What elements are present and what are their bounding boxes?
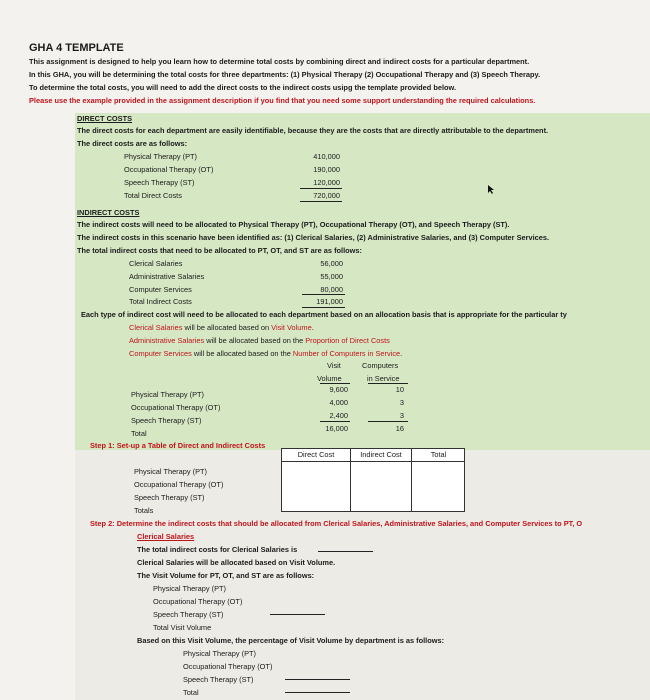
basis-clerical-mid: will be allocated based on: [182, 323, 272, 332]
volume-computers-pt: 10: [395, 385, 404, 394]
indirect-value-total: 191,000: [316, 297, 343, 306]
step1-col-divider-1: [350, 461, 351, 511]
indirect-total-rule: [302, 307, 345, 308]
computers-sum-rule: [368, 421, 408, 422]
step2-pct-st: Speech Therapy (ST): [183, 675, 254, 684]
step2-line-1: The total indirect costs for Clerical Salaries is: [137, 545, 298, 554]
direct-value-pt: 410,000: [313, 152, 340, 161]
step2-line-4: Based on this Visit Volume, the percentage of Visit Volume by department is as follows:: [137, 636, 445, 645]
volume-label-ot: Occupational Therapy (OT): [131, 403, 221, 412]
volume-label-st: Speech Therapy (ST): [131, 416, 202, 425]
step1-table: [281, 448, 465, 512]
basis-computer: [129, 349, 402, 358]
step1-col-divider-2: [411, 461, 412, 511]
basis-clerical-cost: Clerical Salaries: [129, 323, 183, 332]
indirect-sum-rule: [302, 294, 345, 295]
volume-computers-total: 16: [395, 424, 404, 433]
indirect-value-computer: 80,000: [320, 285, 343, 294]
intro-line-1: This assignment is designed to help you learn how to determine total costs by combining direct and indirect costs for a particular department.: [29, 57, 530, 66]
indirect-value-clerical: 56,000: [320, 259, 343, 268]
page-title: GHA 4 TEMPLATE: [29, 42, 124, 54]
volume-header-volume: Volume: [317, 374, 342, 383]
step2-vol-answer-line[interactable]: [270, 614, 325, 615]
direct-value-st: 120,000: [313, 178, 340, 187]
basis-admin-mid: will be allocated based on the: [204, 336, 306, 345]
basis-computer-cost: Computer Services: [129, 349, 192, 358]
direct-label-st: Speech Therapy (ST): [124, 178, 195, 187]
step2-pct-total: Total: [183, 688, 199, 697]
indirect-label-total: Total Indirect Costs: [129, 297, 192, 306]
basis-clerical-end: .: [311, 323, 314, 332]
indirect-costs-heading: INDIRECT COSTS: [77, 208, 140, 217]
volume-visits-ot: 4,000: [329, 398, 348, 407]
step1-header-indirect: Indirect Cost: [350, 449, 411, 462]
step2-vol-ot: Occupational Therapy (OT): [153, 597, 243, 606]
step1-row-pt: Physical Therapy (PT): [134, 467, 207, 476]
basis-computer-base: Number of Computers in Service: [292, 349, 401, 358]
step2-pct-total-line[interactable]: [285, 692, 350, 693]
step2-heading: Step 2: Determine the indirect costs that should be allocated from Clerical Salaries, Administrative Salaries, and Computer Services to PT, O: [90, 519, 583, 528]
indirect-line-3: The total indirect costs that need to be allocated to PT, OT, and ST are as follows:: [77, 246, 362, 255]
step1-row-st: Speech Therapy (ST): [134, 493, 205, 502]
volume-computers-ot: 3: [399, 398, 404, 407]
volume-computers-st: 3: [399, 411, 404, 420]
direct-line-1: The direct costs for each department are easily identifiable, because they are the costs that are directly attributable to the department.: [77, 126, 549, 135]
volume-visits-total: 16,000: [325, 424, 348, 433]
intro-line-2: In this GHA, you will be determining the total costs for three departments: (1) Physical Therapy (2) Occupational Therapy and (3) Speech Therapy.: [29, 70, 541, 79]
given-data-section: [75, 113, 650, 450]
step1-header-direct: Direct Cost: [282, 449, 350, 462]
basis-admin: [129, 336, 390, 345]
basis-clerical-base: Visit Volume: [271, 323, 312, 332]
indirect-label-clerical: Clerical Salaries: [129, 259, 183, 268]
step2-subheading: Clerical Salaries: [137, 532, 195, 541]
direct-value-ot: 190,000: [313, 165, 340, 174]
step2-pct-answer-line[interactable]: [285, 679, 350, 680]
basis-computer-end: .: [400, 349, 403, 358]
volume-label-total: Total: [131, 429, 147, 438]
allocation-basis-line: Each type of indirect cost will need to be allocated to each department based on an allocation basis that is appropriate for the particular ty: [81, 310, 567, 319]
indirect-line-2: The indirect costs in this scenario have been identified as: (1) Clerical Salaries, (2) Administrative Salaries, and (3) Computer Services.: [77, 233, 550, 242]
indirect-label-admin: Administrative Salaries: [129, 272, 205, 281]
step2-pct-pt: Physical Therapy (PT): [183, 649, 256, 658]
direct-label-ot: Occupational Therapy (OT): [124, 165, 214, 174]
basis-computer-mid: will be allocated based on the: [191, 349, 293, 358]
direct-label-total: Total Direct Costs: [124, 191, 182, 200]
step2-vol-st: Speech Therapy (ST): [153, 610, 224, 619]
direct-value-total: 720,000: [313, 191, 340, 200]
direct-line-2: The direct costs are as follows:: [77, 139, 188, 148]
direct-total-rule: [300, 201, 342, 202]
volume-visits-pt: 9,600: [329, 385, 348, 394]
intro-line-3: To determine the total costs, you will need to add the direct costs to the indirect costs usipg the template provided below.: [29, 83, 457, 92]
clerical-total-answer-line[interactable]: [318, 551, 373, 552]
step1-header-total: Total: [411, 449, 465, 462]
computers-header-2: in Service: [367, 374, 400, 383]
computers-header-1: Computers: [362, 361, 399, 370]
step1-heading: Step 1: Set-up a Table of Direct and Indirect Costs: [90, 441, 266, 450]
step2-vol-total: Total Visit Volume: [153, 623, 212, 632]
step1-row-totals: Totals: [134, 506, 154, 515]
basis-admin-base: Proportion of Direct Costs: [305, 336, 390, 345]
indirect-line-1: The indirect costs will need to be allocated to Physical Therapy (PT), Occupational Therapy (OT), and Speech Therapy (ST).: [77, 220, 510, 229]
volume-header-visit: Visit: [327, 361, 341, 370]
volume-sum-rule: [320, 421, 350, 422]
step2-pct-ot: Occupational Therapy (OT): [183, 662, 273, 671]
basis-admin-cost: Administrative Salaries: [129, 336, 205, 345]
volume-label-pt: Physical Therapy (PT): [131, 390, 204, 399]
step1-row-ot: Occupational Therapy (OT): [134, 480, 224, 489]
step2-line-2: Clerical Salaries will be allocated based on Visit Volume.: [137, 558, 336, 567]
volume-header-rule: [320, 383, 350, 384]
indirect-value-admin: 55,000: [320, 272, 343, 281]
intro-line-4: Please use the example provided in the assignment description if you find that you need some support understanding the required calculations.: [29, 96, 536, 105]
step2-vol-pt: Physical Therapy (PT): [153, 584, 226, 593]
direct-sum-rule: [300, 188, 342, 189]
volume-visits-st: 2,400: [329, 411, 348, 420]
direct-label-pt: Physical Therapy (PT): [124, 152, 197, 161]
direct-costs-heading: DIRECT COSTS: [77, 114, 133, 123]
step2-line-3: The Visit Volume for PT, OT, and ST are as follows:: [137, 571, 315, 580]
basis-clerical: [129, 323, 314, 332]
indirect-label-computer: Computer Services: [129, 285, 192, 294]
mouse-cursor-icon: [487, 184, 496, 195]
computers-header-rule: [368, 383, 408, 384]
